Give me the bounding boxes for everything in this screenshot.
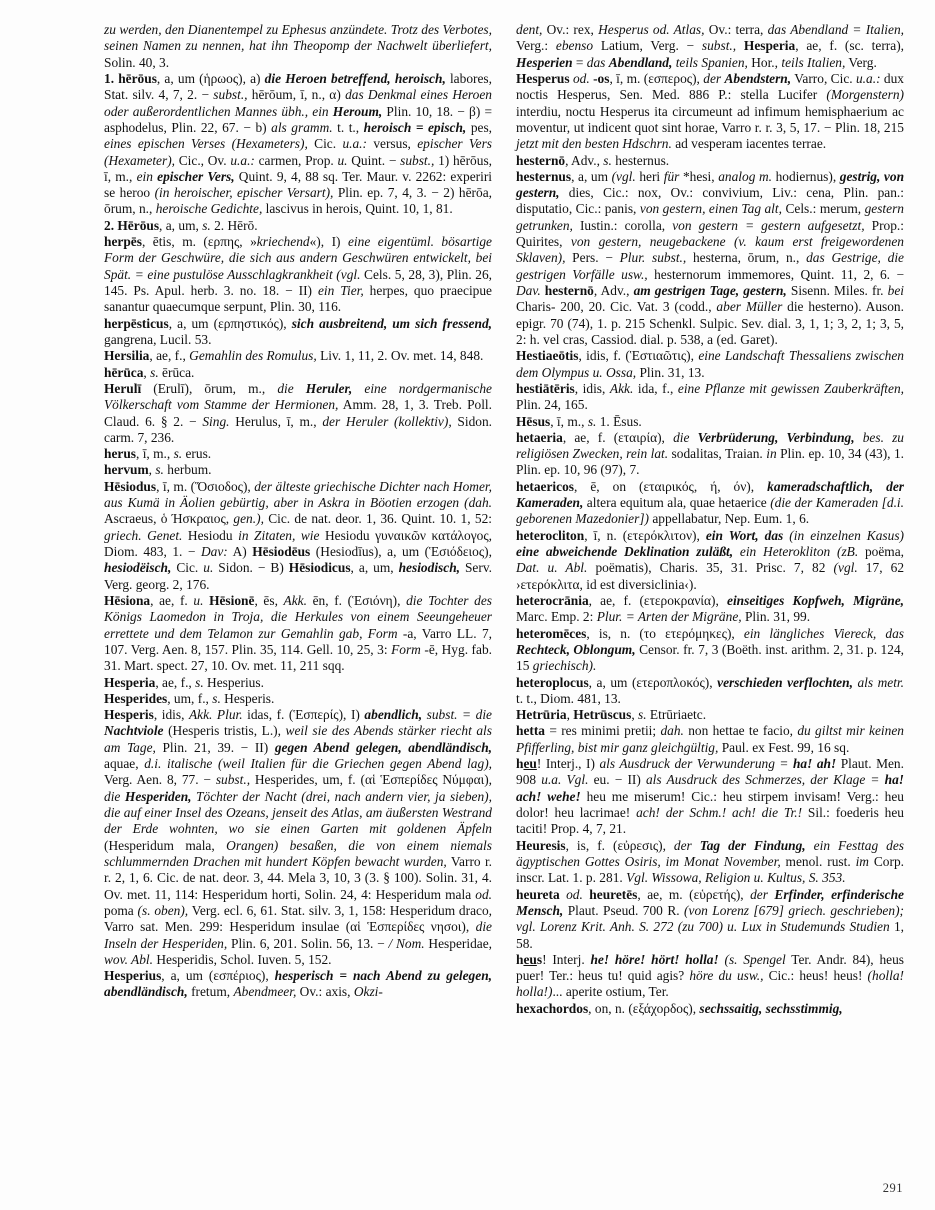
dictionary-entry: heteroplocus, a, um (ετεροπλοκός), verschieden verflochten, als metr. t. t., Diom. 481, 13. <box>516 674 905 706</box>
dictionary-entry: hervum, s. herbum. <box>104 462 212 478</box>
dictionary-entry: hetta = res minimi pretii; dah. non hettae te facio, du giltst mir keinen Pfifferling, bist mir ganz gleichgültig, Paul. ex Fest. 99, 16 sq. <box>516 723 904 755</box>
dictionary-entry: Hestiaeōtis, idis, f. (Ἑστιαῶτις), eine Landschaft Thessaliens zwischen dem Olympus u. Ossa, Plin. 31, 13. <box>516 348 905 380</box>
dictionary-entry: Hēsus, ī, m., s. 1. Ēsus. <box>516 413 642 429</box>
dictionary-entry: Hesperis, idis, Akk. Plur. idas, f. (Ἑσπερίς), I) abendlich, subst. = die Nachtviole (Hesperis tristis, L.), weil sie des Abends stärker riecht als am Tage, Plin. 21, 39. − II) gegen Abend gelegen, abendländisch, aquae, d.i. italische (weil Italien für die Griechen gegen Abend lag), Verg. Aen. 8, 77. − subst., Hesperides, um, f. (αἱ Ἑσπερίδες Νύμφαι), die Hesperiden, Töchter der Nacht (drei, nach andern vier, ja sieben), die auf einer Insel des Ozeans, jenseit des Atlas, am äußersten Westrand der Erde wohnten, wo sie einen Garten mit goldenen Äpfeln (Hesperidum mala, Orangen) besaßen, die von einem niemals schlummernden Drachen mit hundert Köpfen bewacht wurden, Varro r. r. 2, 1, 6. Cic. de nat. deor. 3, 44. Mela 3, 10, 3 (3. § 100). Solin. 31, 4. Ov. met. 11, 114: Hesperidum horti, Solin. 24, 4: Hesperidum mala od. poma (s. oben), Verg. ecl. 6, 61. Stat. silv. 3, 1, 158: Hesperidum draco, Varro sat. Men. 299: Hesperidum insulae (αἱ Ἑσπερίδες νησοι), die Inseln der Hesperiden, Plin. 6, 201. Solin. 56, 13. − / Nom. Hesperidae, wov. Abl. Hesperidis, Schol. Iuven. 5, 152. <box>104 707 493 967</box>
dictionary-entry: herpēsticus, a, um (ερπηστικός), sich ausbreitend, um sich fressend, gangrena, Lucil. 53. <box>104 315 492 347</box>
dictionary-entry: heteromēces, is, n. (το ετερόμηκες), ein längliches Viereck, das Rechteck, Oblongum, Censor. fr. 7, 3 (Boëth. inst. arithm. 2, 31. p. 124, 15 griechisch). <box>516 625 904 674</box>
entry-continuation: dent, Ov.: rex, Hesperus od. Atlas, Ov.: terra, das Abendland = Italien, Verg.: ebenso Latium, Verg. − subst., Hesperia, ae, f. (sc. terra), Hesperien = das Abendland, teils Spanien, Hor., teils Italien, Verg. <box>516 22 904 70</box>
dictionary-entry: 2. Hērōus, a, um, s. 2. Hērō. <box>104 217 258 233</box>
dictionary-entry: heterocliton, ī, n. (ετερόκλιτον), ein Wort, das (in einzelnen Kasus) eine abweichende Deklination zuläßt, ein Heterokliton (zB. poëma, Dat. u. Abl. poëmatis), Charis. 35, 31. Prisc. 7, 82 (vgl. 17, 62 ›ετερόκλιτα, id est diversiclinia‹). <box>516 527 905 592</box>
page-number: 291 <box>882 1181 903 1195</box>
dictionary-entry: Hesperus od. -os, ī, m. (εσπερος), der Abendstern, Varro, Cic. u.a.: dux noctis Hesperus, Sen. Med. 886 P.: stella Lucifer (Morgenstern) interdiu, noctu Hesperus ita circumeunt ad infimum hemisphaerium ac moventur, ut indicent quot sint horae, Varro r. r. 3, 5, 17. − Plin. 18, 215 jetzt mit den besten Hdschrn. ad vesperam iacentes terrae. <box>516 70 904 152</box>
dictionary-entry: herpēs, ētis, m. (ερπης, »kriechend«), I) eine eigentüml. bösartige Form der Geschwüre, die sich aus andern Geschwüren entwickelt, bei Spät. = eine pustulöse Ausschlagkrankheit (vgl. Cels. 5, 28, 3), Plin. 26, 145. Ps. Apul. herb. 3. no. 18. − II) ein Tier, herpes, quo praecipue sanantur quaecumque serpunt, Plin. 30, 116. <box>104 234 493 315</box>
dictionary-entry: hestiātēris, idis, Akk. ida, f., eine Pflanze mit gewissen Zauberkräften, Plin. 24, 165. <box>516 380 904 413</box>
dictionary-entry: Hēsiodus, ī, m. (Ὅσιοδος), der älteste griechische Dichter nach Homer, aus Kumä in Äolien gebürtig, aber in Askra in Böotien erzogen (dah. Ascraeus, ὁ Ήσκραιος, gen.), Cic. de nat. deor. 1, 36. Quint. 10. 1, 52: griech. Genet. Hesiodu in Zitaten, wie Hesiodu γυναικῶν κατάλογος, Diom. 483, 1. − Dav: A) Hēsiodēus (Hesiodīus), a, um (Ἑσιόδειος), hesiodëisch, Cic. u. Sidon. − B) Hēsiodicus, a, um, hesiodisch, Serv. Verg. georg. 2, 176. <box>104 478 493 592</box>
dictionary-entry: hesternus, a, um (vgl. heri für *hesi, analog m. hodiernus), gestrig, von gestern, dies, Cic.: nox, Ov.: convivium, Liv.: cena, Plin. pan.: disputatio, Cic.: panis, von gestern, einen Tag alt, Cels.: merum, gestern getrunken, Iustin.: corolla, von gestern = gestern aufgesetzt, Prop.: Quirites, von gestern, neugebackene (v. kaum erst freigewordenen Sklaven), Pers. − Plur. subst., hesterna, ōrum, n., das Gestrige, die gestrigen Vorfälle usw., hesternorum immemores, Quint. 11, 2, 6. − Dav. hesternō, Adv., am gestrigen Tage, gestern, Sisenn. Miles. fr. bei Charis- 200, 20. Cic. Vat. 3 (codd., aber Müller die hesterno). Auson. epigr. 70 (74), 1. p. 215 Schenkl. Sulpic. Sev. dial. 3, 1, 1; 3, 2, 1; 3, 5, 2: h. vel cras, Cassiod. dial. p. 538, a (ed. Garet). <box>516 168 905 347</box>
dictionary-entry: heu! Interj., I) als Ausdruck der Verwunderung = ha! ah! Plaut. Men. 908 u.a. Vgl. eu. − II) als Ausdruck des Schmerzes, der Klage = ha! ach! wehe! heu me miserum! Cic.: heu stirpem invisam! Verg.: heu dolor! heu lacrimae! ach! der Schm.! ach! die Tr.! Sil.: foederis heu taciti! Prop. 4, 7, 21. <box>516 756 904 837</box>
dictionary-entry: heus! Interj. he! höre! hört! holla! (s. Spengel Ter. Andr. 84), heus puer! Ter.: heus tu! quid agis? höre du usw., Cic.: heus! heus! (holla! holla!)... aperite ostium, Ter. <box>516 951 904 1000</box>
dictionary-entry: Hetrūria, Hetrūscus, s. Etrūriaetc. <box>516 707 707 723</box>
dictionary-entry: Heuresis, is, f. (εὐρεσις), der Tag der Findung, ein Festtag des ägyptischen Gottes Osiris, im Monat November, menol. rust. im Corp. inscr. Lat. 1. p. 281. Vgl. Wissowa, Religion u. Kultus, S. 353. <box>516 837 905 886</box>
dictionary-entry: Hesperides, um, f., s. Hesperis. <box>104 690 275 706</box>
dictionary-entry: Herulī (Erulī), ōrum, m., die Heruler, eine nordgermanische Völkerschaft vom Stamme der Hermionen, Amm. 28, 1, 3. Treb. Poll. Claud. 6. § 2. − Sing. Herulus, ī, m., der Heruler (kollektiv), Sidon. carm. 7, 236. <box>104 380 493 445</box>
dictionary-entry: hetaericos, ē, on (εταιρικός, ή, όν), kameradschaftlich, der Kameraden, altera equitum ala, quae hetaerice (die der Kameraden [d.i. geborenen Mazedonier]) appellabatur, Nep. Eum. 1, 6. <box>516 478 905 527</box>
page-columns <box>104 22 904 1172</box>
dictionary-entry: Hesperia, ae, f., s. Hesperius. <box>104 674 264 690</box>
dictionary-entry: 1. hērōus, a, um (ἡρωος), a) die Heroen betreffend, heroisch, labores, Stat. silv. 4, 7, 2. − subst., hērōum, ī, n., α) das Denkmal eines Heroen oder außerordentlichen Mannes übh., ein Heroum, Plin. 10, 18. − β) = asphodelus, Plin. 22, 67. − b) als gramm. t. t., heroisch = episch, pes, eines epischen Verses (Hexameters), Cic. u.a.: versus, epischer Vers (Hexameter), Cic., Ov. u.a.: carmen, Prop. u. Quint. − subst., 1) hērōus, ī, m., ein epischer Vers, Quint. 9, 4, 88 sq. Ter. Maur. v. 2262: experiri se heroo (in heroischer, epischer Versart), Plin. ep. 7, 4, 3. − 2) hērōa, ōrum, n., heroische Gedichte, lascivus in herois, Quint. 10, 1, 81. <box>104 70 493 217</box>
dictionary-entry: hetaeria, ae, f. (εταιρία), die Verbrüderung, Verbindung, bes. zu religiösen Zwecken, rein lat. sodalitas, Traian. in Plin. ep. 10, 34 (43), 1. Plin. ep. 10, 96 (97), 7. <box>516 429 904 478</box>
dictionary-entry: hexachordos, on, n. (εξάχορδος), sechssaitig, sechsstimmig, <box>516 1000 843 1016</box>
dictionary-entry: Hersilia, ae, f., Gemahlin des Romulus, Liv. 1, 11, 2. Ov. met. 14, 848. <box>104 348 484 364</box>
dictionary-entry: heterocrānia, ae, f. (ετεροκρανία), einseitiges Kopfweh, Migräne, Marc. Emp. 2: Plur. = Arten der Migräne, Plin. 31, 99. <box>516 592 905 625</box>
left-text-column <box>104 22 492 1172</box>
entry-continuation: zu werden, den Dianentempel zu Ephesus anzündete. Trotz des Verbotes, seinen Namen zu nennen, hat ihn Theopomp der Nachwelt überliefert, Solin. 40, 3. <box>104 22 492 70</box>
dictionary-entry: heureta od. heuretēs, ae, m. (εὑρετής), der Erfinder, erfinderische Mensch, Plaut. Pseud. 700 R. (von Lorenz [679] griech. geschrieben); vgl. Lorenz Krit. Anh. S. 272 (zu 700) u. Lux in Studemunds Studien 1, 58. <box>516 886 904 951</box>
dictionary-entry: hesternō, Adv., s. hesternus. <box>516 152 670 168</box>
dictionary-entry: Hesperius, a, um (εσπέριος), hesperisch = nach Abend zu gelegen, abendländisch, fretum, Abendmeer, Ov.: axis, Okzi- <box>104 968 492 1000</box>
dictionary-entry: Hēsiona, ae, f. u. Hēsionē, ēs, Akk. ēn, f. (Ἑσιόνη), die Tochter des Königs Laomedon in Troja, die Herkules von einem Seeungeheuer errettete und dem Telamon zur Gemahlin gab, Form -a, Varro LL. 7, 107. Verg. Aen. 8, 157. Plin. 35, 114. Gell. 10, 25, 3: Form -ē, Hyg. fab. 31. Mart. spect. 27, 10. Ov. met. 11, 211 sqq. <box>104 592 492 674</box>
dictionary-entry: hērūca, s. ērūca. <box>104 364 195 380</box>
dictionary-entry: herus, ī, m., s. erus. <box>104 446 212 462</box>
right-text-column <box>516 22 904 1172</box>
